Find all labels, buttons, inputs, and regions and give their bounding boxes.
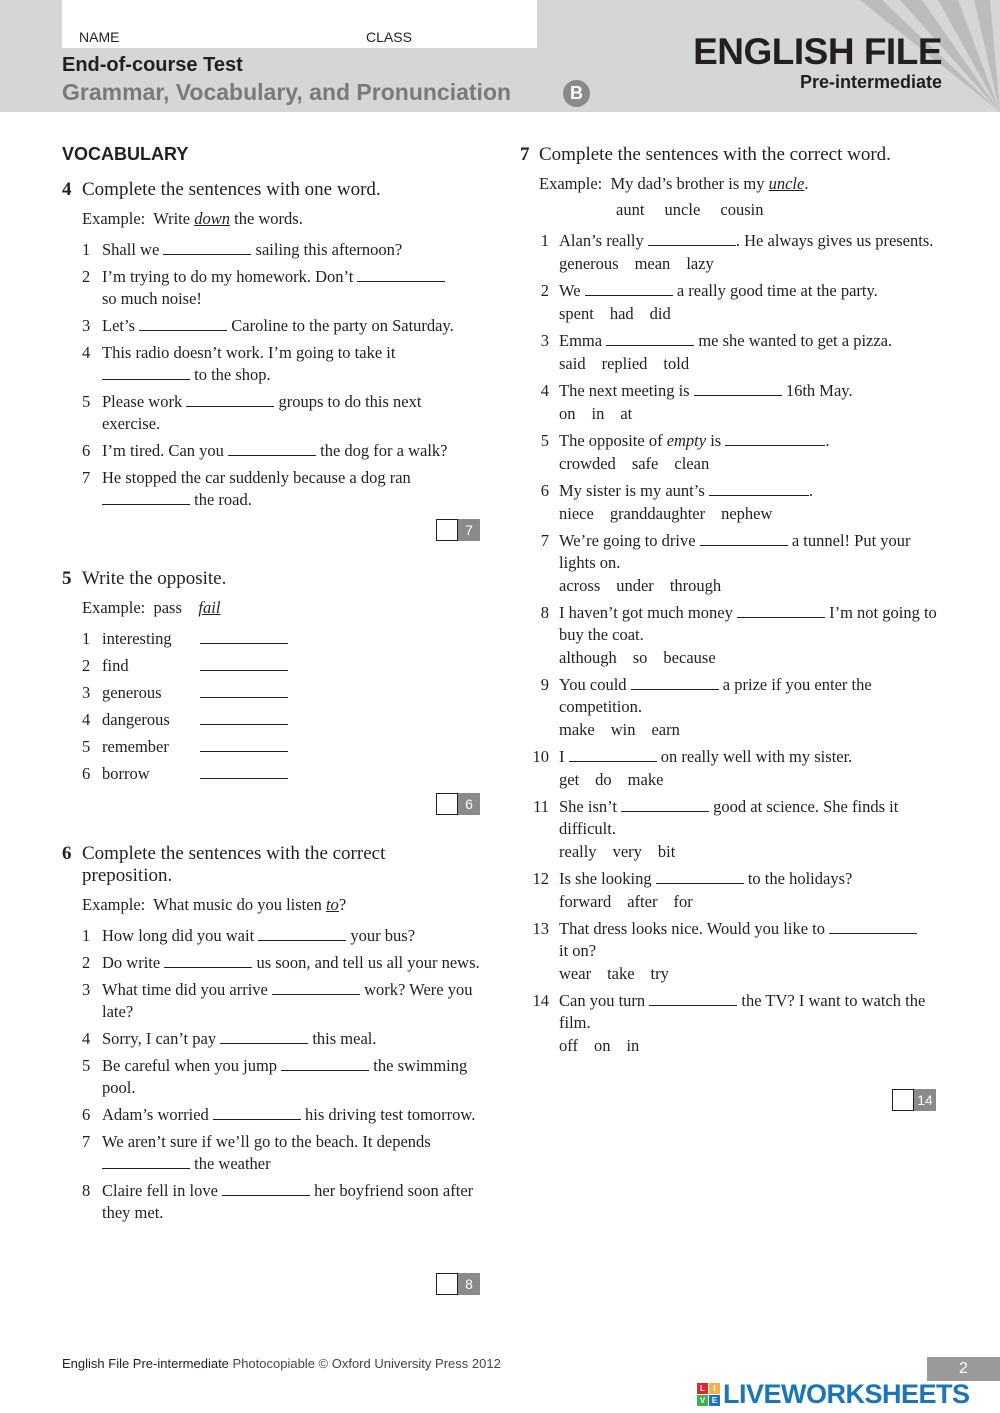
- choice: make: [559, 720, 595, 739]
- list-item: [62, 763, 482, 785]
- choice: through: [669, 576, 722, 595]
- item-text: Please work: [102, 392, 183, 411]
- choice: lazy: [686, 254, 714, 273]
- list-item: [520, 746, 940, 791]
- answer-blank[interactable]: [656, 868, 744, 884]
- choice: make: [627, 770, 664, 789]
- task-instruction: Complete the sentences with one word.: [82, 179, 381, 200]
- list-item: [520, 280, 940, 325]
- choices: [559, 1035, 940, 1057]
- choices: [559, 891, 940, 913]
- item-number: 2: [82, 656, 91, 675]
- header-band: [0, 0, 1000, 112]
- list-item: [62, 1055, 482, 1099]
- score-input[interactable]: [436, 519, 458, 541]
- item-number: 2: [540, 281, 549, 300]
- brand-title: ENGLISH FILE: [693, 31, 942, 72]
- choice: earn: [651, 720, 680, 739]
- item-text: We: [559, 281, 581, 300]
- choice: really: [559, 842, 597, 861]
- answer-blank[interactable]: [163, 239, 251, 255]
- item-text: The opposite of: [559, 431, 663, 450]
- item-text: on really well with my sister.: [660, 747, 853, 766]
- item-text: us soon, and tell us all your news.: [256, 953, 480, 972]
- item-number: 2: [82, 267, 91, 286]
- answer-blank[interactable]: [709, 480, 809, 496]
- answer-blank[interactable]: [102, 1153, 190, 1169]
- choice: spent: [559, 304, 594, 323]
- choice: for: [673, 892, 693, 911]
- brand-subtitle: Pre-intermediate: [799, 72, 942, 92]
- answer-blank[interactable]: [200, 628, 288, 644]
- example-text: pass: [153, 598, 182, 617]
- answer-blank[interactable]: [829, 918, 917, 934]
- item-text: is: [710, 431, 722, 450]
- answer-blank[interactable]: [585, 280, 673, 296]
- item-text: a prize if you enter the competition.: [559, 675, 872, 716]
- item-text: Can you turn: [559, 991, 646, 1010]
- item-text: Do write: [102, 953, 161, 972]
- example-text: .: [804, 174, 809, 193]
- score-total: 14: [914, 1089, 936, 1111]
- choice: uncle: [664, 200, 701, 219]
- answer-blank[interactable]: [649, 990, 737, 1006]
- item-text: generous: [102, 683, 162, 702]
- answer-blank[interactable]: [737, 602, 825, 618]
- example-label: Example:: [539, 174, 603, 193]
- item-text: Caroline to the party on Saturday.: [231, 316, 454, 335]
- example-text: Write: [153, 209, 191, 228]
- choice: clean: [674, 454, 710, 473]
- item-text: The next meeting is: [559, 381, 690, 400]
- item-number: 6: [540, 481, 549, 500]
- item-number: 3: [540, 331, 549, 350]
- task-title: [62, 843, 482, 887]
- example-answer: down: [194, 209, 230, 228]
- item-text: her boyfriend soon after they met.: [102, 1181, 474, 1222]
- answer-blank[interactable]: [281, 1055, 369, 1071]
- item-text: .: [825, 431, 830, 450]
- item-number: 6: [82, 1105, 91, 1124]
- list-item: [520, 796, 940, 863]
- choices: [559, 719, 940, 741]
- list-item: [62, 239, 482, 261]
- choice: in: [591, 404, 605, 423]
- item-text: the weather: [194, 1154, 271, 1173]
- item-number: 5: [540, 431, 549, 450]
- choices: [559, 503, 940, 525]
- choice: niece: [559, 504, 594, 523]
- score-total: 7: [458, 519, 480, 541]
- item-text: work? Were you late?: [102, 980, 473, 1021]
- choice: in: [626, 1036, 640, 1055]
- item-number: 9: [540, 675, 549, 694]
- item-number: 4: [540, 381, 549, 400]
- score-input[interactable]: [436, 793, 458, 815]
- test-title: End-of-course Test: [62, 54, 243, 76]
- task-4: [62, 179, 482, 511]
- item-number: 4: [82, 1029, 91, 1048]
- name-class-box: [62, 0, 537, 48]
- item-number: 2: [82, 953, 91, 972]
- item-text: the TV? I want to watch the film.: [559, 991, 926, 1032]
- score-input[interactable]: [892, 1089, 914, 1111]
- item-number: 4: [82, 710, 91, 729]
- answer-blank[interactable]: [213, 1104, 301, 1120]
- item-text: I’m tired. Can you: [102, 441, 224, 460]
- choice: said: [559, 354, 586, 373]
- choice: did: [649, 304, 671, 323]
- liveworksheets-wordmark: LIVEWORKSHEETS: [723, 1378, 970, 1409]
- list-item: [520, 602, 940, 669]
- answer-blank[interactable]: [648, 230, 736, 246]
- task-instruction: Complete the sentences with the correct preposition.: [82, 843, 386, 886]
- list-item: [520, 990, 940, 1057]
- list-item: [520, 480, 940, 525]
- section-heading: VOCABULARY: [62, 144, 189, 164]
- item-number: 7: [540, 531, 549, 550]
- list-item: [62, 1180, 482, 1224]
- list-item: [62, 1028, 482, 1050]
- choice: safe: [631, 454, 659, 473]
- item-number: 13: [532, 919, 549, 938]
- item-text: good at science. She finds it difficult.: [559, 797, 899, 838]
- choice: nephew: [721, 504, 773, 523]
- left-column: [62, 144, 482, 516]
- item-list: [520, 230, 940, 1057]
- task-6: [62, 843, 482, 1229]
- task-title: [62, 179, 482, 201]
- list-item: [62, 925, 482, 947]
- item-text: interesting: [102, 629, 172, 648]
- item-text: She isn’t: [559, 797, 617, 816]
- item-text: Sorry, I can’t pay: [102, 1029, 217, 1048]
- item-text: me she wanted to get a pizza.: [698, 331, 893, 350]
- list-item: [62, 440, 482, 462]
- choice: try: [650, 964, 669, 983]
- task-title: [520, 144, 940, 166]
- choice: take: [607, 964, 635, 983]
- answer-blank[interactable]: [272, 979, 360, 995]
- choices: [559, 453, 940, 475]
- task-number: 6: [62, 843, 72, 864]
- item-text: Shall we: [102, 240, 160, 259]
- test-subtitle: Grammar, Vocabulary, and Pronunciation: [62, 79, 512, 105]
- choice: replied: [601, 354, 648, 373]
- choice: granddaughter: [609, 504, 706, 523]
- item-text: remember: [102, 737, 169, 756]
- choice: had: [609, 304, 634, 323]
- choice: cousin: [720, 200, 764, 219]
- list-item: [520, 530, 940, 597]
- item-text: dangerous: [102, 710, 170, 729]
- list-item: [62, 709, 482, 731]
- choice: although: [559, 648, 617, 667]
- example-answer: uncle: [768, 174, 805, 193]
- item-number: 1: [82, 629, 91, 648]
- choice: crowded: [559, 454, 616, 473]
- item-text: Alan’s really: [559, 231, 644, 250]
- item-number: 3: [82, 980, 91, 999]
- item-number: 6: [82, 441, 91, 460]
- item-text: the dog for a walk?: [320, 441, 448, 460]
- list-item: [62, 952, 482, 974]
- list-item: [62, 628, 482, 650]
- choice: bit: [657, 842, 676, 861]
- footer-copyright: [62, 1356, 501, 1371]
- choice: aunt: [616, 200, 645, 219]
- list-item: [520, 330, 940, 375]
- item-list: [62, 628, 482, 785]
- item-text: so much noise!: [102, 289, 202, 308]
- list-item: [520, 918, 940, 985]
- version-badge: B: [563, 80, 590, 107]
- task-number: 4: [62, 179, 72, 200]
- item-number: 3: [82, 316, 91, 335]
- list-item: [62, 655, 482, 677]
- item-text: What time did you arrive: [102, 980, 268, 999]
- answer-blank[interactable]: [222, 1180, 310, 1196]
- item-text: You could: [559, 675, 627, 694]
- choices: [559, 403, 940, 425]
- item-text: I’m not going to buy the coat.: [559, 603, 937, 644]
- item-text: Be careful when you jump: [102, 1056, 278, 1075]
- choice: at: [620, 404, 633, 423]
- item-text: a really good time at the party.: [676, 281, 878, 300]
- item-text: 16th May.: [785, 381, 853, 400]
- answer-blank[interactable]: [200, 763, 288, 779]
- choice: told: [663, 354, 690, 373]
- item-text: . He always gives us presents.: [735, 231, 934, 250]
- answer-blank[interactable]: [621, 796, 709, 812]
- list-item: [520, 430, 940, 475]
- item-number: 1: [82, 240, 91, 259]
- item-number: 4: [82, 343, 91, 362]
- answer-blank[interactable]: [102, 364, 190, 380]
- liveworksheets-icon: L I V E: [697, 1383, 720, 1406]
- item-text: Claire fell in love: [102, 1181, 218, 1200]
- answer-blank[interactable]: [569, 746, 657, 762]
- item-text: his driving test tomorrow.: [305, 1105, 476, 1124]
- list-item: [62, 682, 482, 704]
- item-text: a tunnel! Put your lights on.: [559, 531, 911, 572]
- item-number: 12: [532, 869, 549, 888]
- item-number: 1: [540, 231, 549, 250]
- item-number: 3: [82, 683, 91, 702]
- choices: [559, 575, 940, 597]
- item-text: your bus?: [350, 926, 416, 945]
- item-list: [62, 925, 482, 1224]
- example: [62, 598, 482, 618]
- answer-blank[interactable]: [200, 709, 288, 725]
- item-text: How long did you wait: [102, 926, 255, 945]
- item-text: I: [559, 747, 565, 766]
- score-total: 6: [458, 793, 480, 815]
- example-answer: fail: [198, 598, 221, 617]
- answer-blank[interactable]: [700, 530, 788, 546]
- answer-blank[interactable]: [357, 266, 445, 282]
- brand: [693, 33, 942, 93]
- list-item: [520, 868, 940, 913]
- list-item: [520, 674, 940, 741]
- answer-blank[interactable]: [164, 952, 252, 968]
- item-text: to the shop.: [194, 365, 271, 384]
- choices: [559, 647, 940, 669]
- answer-blank[interactable]: [228, 440, 316, 456]
- list-item: [62, 1131, 482, 1175]
- item-text: I’m trying to do my homework. Don’t: [102, 267, 354, 286]
- item-text: I haven’t got much money: [559, 603, 733, 622]
- choice: win: [610, 720, 636, 739]
- task-instruction: Complete the sentences with the correct word.: [539, 144, 891, 165]
- item-text: groups to do this next exercise.: [102, 392, 422, 433]
- item-number: 5: [82, 392, 91, 411]
- name-label: NAME: [79, 29, 120, 45]
- choices: [559, 769, 940, 791]
- item-number: 5: [82, 1056, 91, 1075]
- task-5: [62, 568, 482, 790]
- item-text: Let’s: [102, 316, 135, 335]
- list-item: [62, 979, 482, 1023]
- choice: across: [559, 576, 601, 595]
- score-input[interactable]: [436, 1273, 458, 1295]
- item-text: My sister is my aunt’s: [559, 481, 705, 500]
- choices: [559, 841, 940, 863]
- choice: forward: [559, 892, 612, 911]
- item-number: 10: [532, 747, 549, 766]
- example-text: My dad’s brother is my: [610, 174, 765, 193]
- item-text: this meal.: [312, 1029, 377, 1048]
- item-number: 8: [540, 603, 549, 622]
- item-number: 1: [82, 926, 91, 945]
- answer-blank[interactable]: [631, 674, 719, 690]
- answer-blank[interactable]: [139, 315, 227, 331]
- item-number: 5: [82, 737, 91, 756]
- choice: get: [559, 770, 580, 789]
- footer-rights: Photocopiable © Oxford University Press 2012: [232, 1356, 501, 1371]
- list-item: [62, 342, 482, 386]
- example-choices: [520, 200, 940, 220]
- item-number: 8: [82, 1181, 91, 1200]
- footer-book: English File Pre-intermediate: [62, 1356, 229, 1371]
- answer-blank[interactable]: [725, 430, 825, 446]
- list-item: [62, 391, 482, 435]
- answer-blank[interactable]: [102, 489, 190, 505]
- task-instruction: Write the opposite.: [82, 568, 227, 589]
- example-label: Example:: [82, 209, 146, 228]
- list-item: [62, 1104, 482, 1126]
- choices: [559, 303, 940, 325]
- choice: off: [559, 1036, 578, 1055]
- choice: do: [595, 770, 612, 789]
- example-text: the words.: [234, 209, 303, 228]
- item-text-italic: empty: [666, 431, 707, 450]
- choice: under: [616, 576, 654, 595]
- choices: [559, 963, 940, 985]
- choice: on: [593, 1036, 611, 1055]
- item-text: We’re going to drive: [559, 531, 696, 550]
- answer-blank[interactable]: [186, 391, 274, 407]
- answer-blank[interactable]: [258, 925, 346, 941]
- choice: because: [663, 648, 716, 667]
- example-answer: to: [325, 895, 339, 914]
- item-text: sailing this afternoon?: [255, 240, 403, 259]
- class-label: CLASS: [366, 29, 412, 45]
- choice: wear: [559, 964, 592, 983]
- item-number: 14: [532, 991, 549, 1010]
- list-item: [62, 266, 482, 310]
- item-text: the swimming pool.: [102, 1056, 468, 1097]
- item-text: That dress looks nice. Would you like to: [559, 919, 825, 938]
- list-item: [62, 315, 482, 337]
- example-label: Example:: [82, 598, 146, 617]
- answer-blank[interactable]: [220, 1028, 308, 1044]
- task-7: [520, 144, 940, 1062]
- choice: so: [632, 648, 648, 667]
- item-text: We aren’t sure if we’ll go to the beach. It depends: [102, 1132, 431, 1151]
- item-text: Is she looking: [559, 869, 652, 888]
- list-item: [520, 380, 940, 425]
- choice: generous: [559, 254, 619, 273]
- choices: [559, 253, 940, 275]
- item-text: borrow: [102, 764, 150, 783]
- example-text: What music do you listen: [153, 895, 322, 914]
- example: [62, 895, 482, 915]
- item-text: it on?: [559, 941, 597, 960]
- choice: after: [627, 892, 658, 911]
- answer-blank[interactable]: [694, 380, 782, 396]
- item-list: [62, 239, 482, 511]
- item-text: the road.: [194, 490, 252, 509]
- item-number: 11: [533, 797, 549, 816]
- answer-blank[interactable]: [200, 655, 288, 671]
- answer-blank[interactable]: [200, 682, 288, 698]
- choice: on: [559, 404, 576, 423]
- item-text: find: [102, 656, 129, 675]
- task-number: 7: [520, 144, 530, 165]
- item-number: 7: [82, 468, 91, 487]
- item-text: to the holidays?: [747, 869, 853, 888]
- answer-blank[interactable]: [606, 330, 694, 346]
- answer-blank[interactable]: [200, 736, 288, 752]
- liveworksheets-logo[interactable]: [697, 1378, 970, 1410]
- list-item: [520, 230, 940, 275]
- item-text: This radio doesn’t work. I’m going to take it: [102, 343, 396, 362]
- list-item: [62, 467, 482, 511]
- example-label: Example:: [82, 895, 146, 914]
- page-number: 2: [927, 1357, 1000, 1381]
- item-text: Adam’s worried: [102, 1105, 209, 1124]
- example-text: ?: [338, 895, 347, 914]
- task-title: [62, 568, 482, 590]
- item-text: Emma: [559, 331, 603, 350]
- item-number: 6: [82, 764, 91, 783]
- example: [62, 209, 482, 229]
- item-text: He stopped the car suddenly because a dog ran: [102, 468, 411, 487]
- task-number: 5: [62, 568, 72, 589]
- choice: very: [612, 842, 642, 861]
- choice: mean: [634, 254, 671, 273]
- choices: [559, 353, 940, 375]
- list-item: [62, 736, 482, 758]
- item-text: .: [808, 481, 814, 500]
- example: [520, 174, 940, 194]
- item-number: 7: [82, 1132, 91, 1151]
- score-total: 8: [458, 1273, 480, 1295]
